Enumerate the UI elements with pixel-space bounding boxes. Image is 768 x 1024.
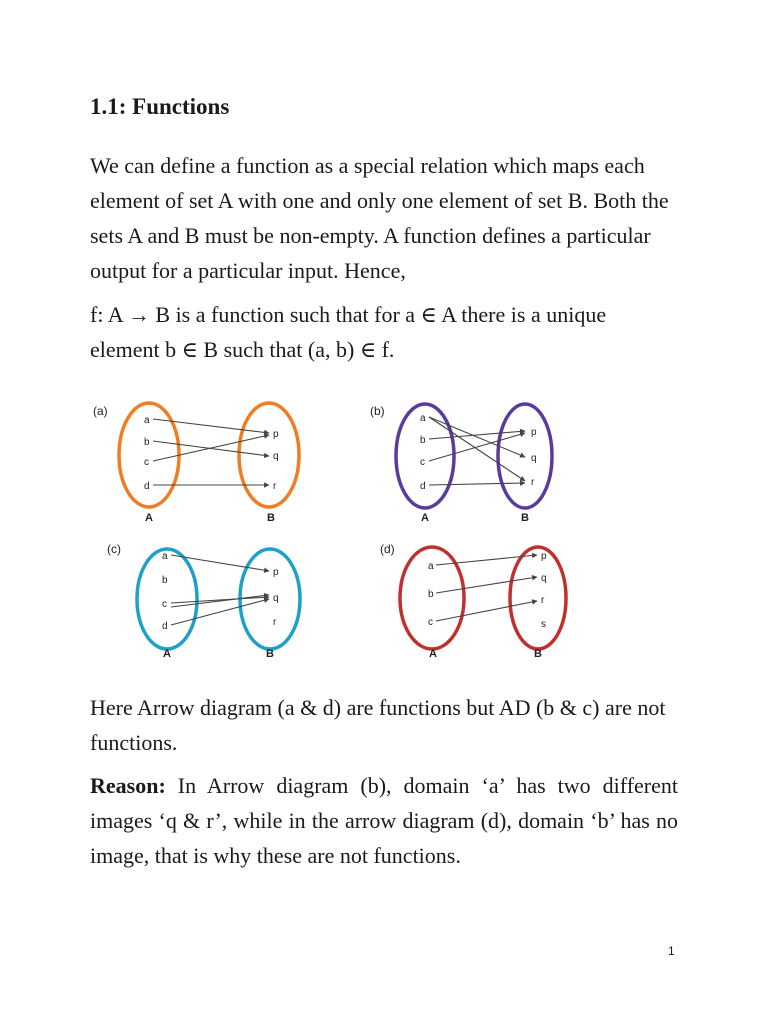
mapping-arrows	[429, 417, 525, 485]
mapping-arrows	[153, 419, 269, 485]
codomain-element: p	[541, 551, 547, 562]
diagram-label: (c)	[107, 542, 121, 556]
arrow-diagrams-figure	[85, 393, 605, 675]
arrow-diagram-b	[370, 404, 552, 524]
domain-element: a	[420, 413, 426, 424]
mapping-arrows	[171, 555, 269, 625]
arrow-diagram-c	[107, 542, 300, 660]
codomain-element: p	[531, 427, 537, 438]
reason-paragraph	[90, 768, 678, 873]
set-b-label: B	[266, 648, 274, 660]
set-a-oval	[137, 549, 197, 649]
codomain-element: q	[273, 451, 279, 462]
domain-element: c	[144, 457, 149, 468]
diagram-label: (a)	[93, 404, 108, 418]
domain-element: b	[420, 435, 426, 446]
domain-element: c	[162, 599, 167, 610]
codomain-element: r	[541, 595, 545, 606]
domain-element: b	[162, 575, 168, 586]
set-b-oval	[240, 549, 300, 649]
definition-paragraph: We can define a function as a special relation which maps each element of set A with one and only one element of set B. Both the sets A and B must be non-empty. A function defines a particular output for a particular input. Hence,	[90, 153, 669, 283]
set-b-label: B	[267, 512, 275, 524]
codomain-element: r	[531, 477, 535, 488]
set-b-label: B	[534, 648, 542, 660]
reason-label: Reason:	[90, 773, 166, 798]
function-notation-paragraph: f: A → B is a function such that for a ∈ A there is a unique element b ∈ B such that (a, b) ∈ f.	[90, 302, 607, 362]
mapping-arrows	[436, 555, 537, 621]
set-a-label: A	[163, 648, 171, 660]
set-b-oval	[498, 404, 552, 508]
domain-element: d	[144, 481, 150, 492]
domain-element: a	[428, 561, 434, 572]
codomain-element: q	[273, 593, 279, 604]
reason-text: In Arrow diagram (b), domain ‘a’ has two different images ‘q & r’, while in the arrow diagram (d), domain ‘b’ has no image, that is why these are not functions.	[90, 773, 678, 868]
set-b-oval	[239, 403, 299, 507]
domain-element: c	[428, 617, 433, 628]
page-number: 1	[668, 944, 675, 958]
set-b-label: B	[521, 512, 529, 524]
set-a-label: A	[429, 648, 437, 660]
set-a-label: A	[421, 512, 429, 524]
conclusion-paragraph: Here Arrow diagram (a & d) are functions but AD (b & c) are not functions.	[90, 695, 666, 755]
codomain-element: p	[273, 429, 279, 440]
diagram-label: (d)	[380, 542, 395, 556]
section-title: 1.1: Functions	[90, 94, 230, 119]
codomain-element: r	[273, 617, 277, 628]
codomain-element: q	[531, 453, 537, 464]
arrow-diagram-d	[380, 542, 566, 660]
domain-element: d	[420, 481, 426, 492]
domain-element: b	[428, 589, 434, 600]
domain-element: c	[420, 457, 425, 468]
domain-element: d	[162, 621, 168, 632]
domain-element: a	[144, 415, 150, 426]
set-a-label: A	[145, 512, 153, 524]
domain-element: b	[144, 437, 150, 448]
codomain-element: s	[541, 619, 546, 630]
domain-element: a	[162, 551, 168, 562]
codomain-element: p	[273, 567, 279, 578]
arrow-diagram-a	[93, 403, 299, 524]
codomain-element: r	[273, 481, 277, 492]
codomain-element: q	[541, 573, 547, 584]
set-b-oval	[510, 547, 566, 649]
diagram-label: (b)	[370, 404, 385, 418]
